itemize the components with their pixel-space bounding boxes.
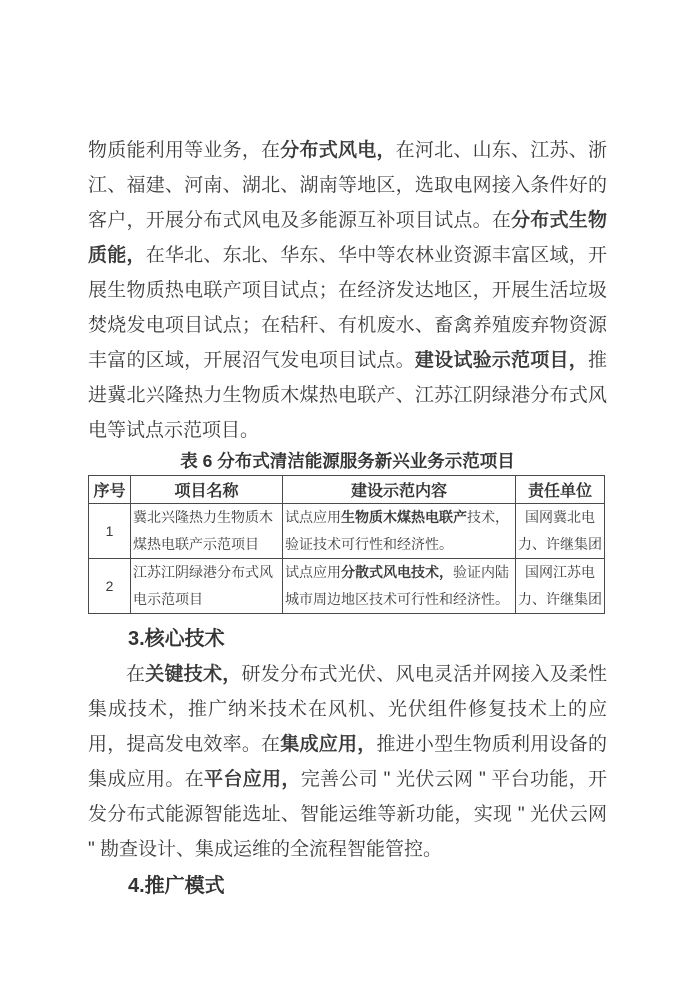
- cell-responsible-unit: 国网冀北电力、许继集团: [516, 504, 605, 559]
- table-row: [89, 504, 605, 559]
- section-heading-promotion-mode: 4.推广模式: [128, 875, 225, 897]
- bold-text-run: 生物质木煤热电联产: [341, 509, 467, 525]
- header-no: 序号: [89, 476, 131, 504]
- text-run: 验证内陆城市周边地区技术可行性和经济性。: [285, 564, 509, 607]
- cell-demo-content: [283, 559, 516, 614]
- text-run: 推进冀北兴隆热力生物质木煤热电联产、江苏江阴绿港分布式风电等试点示范项目。: [88, 350, 607, 441]
- header-responsible-unit: 责任单位: [516, 476, 605, 504]
- header-project-name: 项目名称: [131, 476, 283, 504]
- text-run: 推进小型生物质利用设备的集成应用。在: [88, 734, 607, 790]
- text-run: 在河北、山东、江苏、浙江、福建、河南、湖北、湖南等地区，选取电网接入条件好的客户，开展分布式风电及多能源互补项目试点。在: [88, 140, 607, 231]
- bold-text-run: 建设试验示范项目，: [414, 350, 588, 371]
- cell-project-name: 冀北兴隆热力生物质木煤热电联产示范项目: [131, 504, 283, 559]
- cell-project-name: 江苏江阴绿港分布式风电示范项目: [131, 559, 283, 614]
- header-demo-content: 建设示范内容: [283, 476, 516, 504]
- paragraph-distributed-energy: [88, 133, 607, 448]
- text-run: 在: [126, 664, 146, 685]
- cell-row-number: 1: [89, 504, 131, 559]
- text-run: 试点应用: [285, 509, 341, 525]
- cell-responsible-unit: 国网江苏电力、许继集团: [516, 559, 605, 614]
- text-run: 完善公司 " 光伏云网 " 平台功能，开发分布式能源智能选址、智能运维等新功能，实现 " 光伏云网 " 勘查设计、集成运维的全流程智能管控。: [88, 769, 607, 860]
- bold-text-run: 分布式风电，: [280, 140, 396, 161]
- paragraph-core-tech: [88, 657, 607, 867]
- text-run: 在华北、东北、华东、华中等农林业资源丰富区域，开展生物质热电联产项目试点；在经济发达地区，开展生活垃圾焚烧发电项目试点；在秸秆、有机废水、畜禽养殖废弃物资源丰富的区域，开展沼气发电项目试点。: [88, 245, 607, 371]
- demo-projects-table: [88, 475, 605, 614]
- table-row: [89, 559, 605, 614]
- bold-text-run: 平台应用，: [204, 769, 301, 790]
- bold-text-run: 分布式生物质能，: [88, 210, 607, 266]
- cell-demo-content: [283, 504, 516, 559]
- section-heading-core-tech: 3.核心技术: [128, 628, 225, 650]
- bold-text-run: 集成应用，: [280, 734, 377, 755]
- cell-row-number: 2: [89, 559, 131, 614]
- text-run: 研发分布式光伏、风电灵活并网接入及柔性集成技术，推广纳米技术在风机、光伏组件修复技术上的应用，提高发电效率。在: [88, 664, 607, 755]
- text-run: 物质能利用等业务，在: [88, 140, 281, 161]
- text-run: 技术，验证技术可行性和经济性。: [285, 509, 509, 552]
- table-caption: 表 6 分布式清洁能源服务新兴业务示范项目: [180, 451, 515, 471]
- bold-text-run: 分散式风电技术，: [341, 564, 453, 580]
- table-header-row: [89, 476, 605, 504]
- text-run: 试点应用: [285, 564, 341, 580]
- bold-text-run: 关键技术，: [145, 664, 242, 685]
